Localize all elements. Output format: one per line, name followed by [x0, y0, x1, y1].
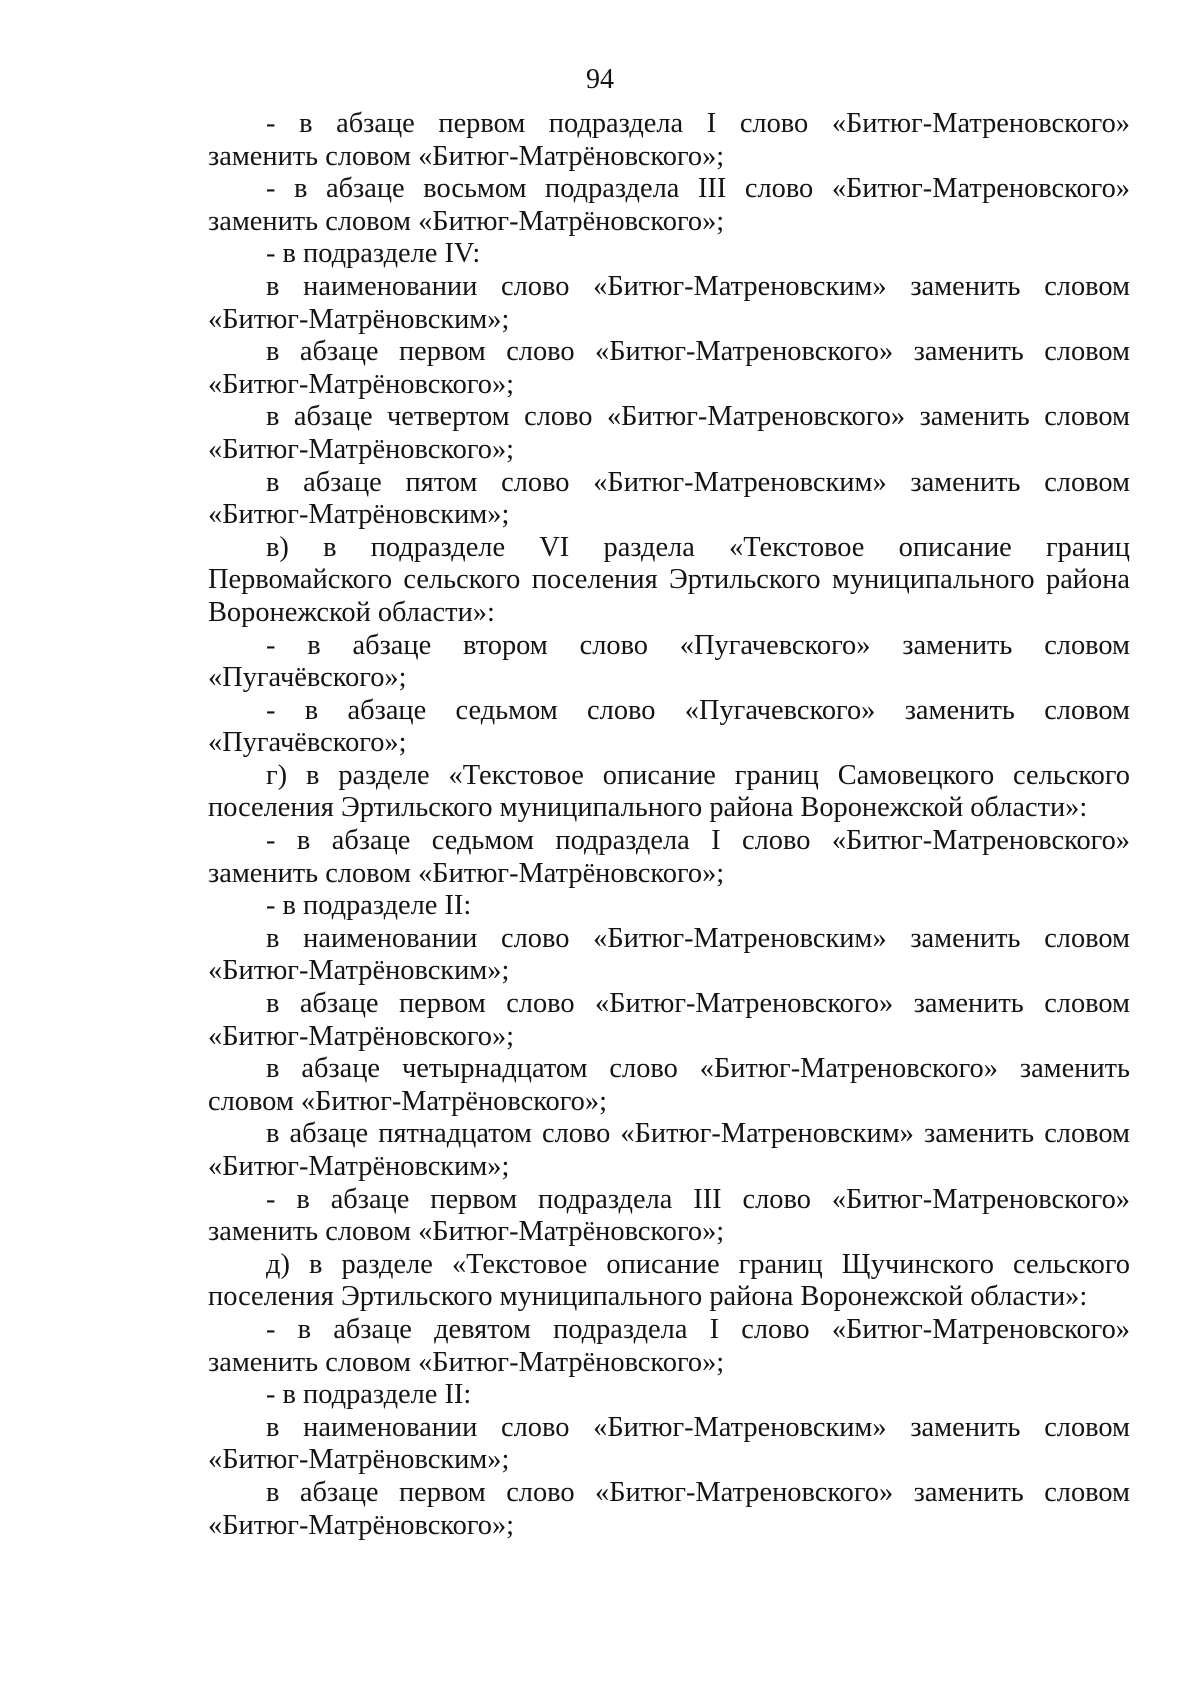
paragraph: в) в подразделе VI раздела «Текстовое описание границ Первомайского сельского поселения Эртильского муниципального района Воронежской области»:: [208, 531, 1130, 628]
paragraph: - в абзаце первом подраздела I слово «Битюг-Матреновского» заменить словом «Битюг-Матрёновского»;: [208, 108, 1130, 172]
paragraph: в абзаце первом слово «Битюг-Матреновского» заменить словом «Битюг-Матрёновского»;: [208, 1476, 1130, 1541]
paragraph: - в подразделе II:: [266, 890, 472, 922]
paragraph: д) в разделе «Текстовое описание границ Щучинского сельского поселения Эртильского муниципального района Воронежской области»:: [208, 1248, 1130, 1313]
paragraph: в абзаце первом слово «Битюг-Матреновского» заменить словом «Битюг-Матрёновского»;: [208, 988, 1130, 1052]
paragraph: - в абзаце втором слово «Пугачевского» заменить словом «Пугачёвского»;: [208, 629, 1130, 694]
paragraph: в абзаце пятнадцатом слово «Битюг-Матреновским» заменить словом «Битюг-Матрёновским»;: [208, 1118, 1130, 1182]
paragraph: - в подразделе II:: [266, 1379, 472, 1411]
paragraph: в абзаце четвертом слово «Битюг-Матреновского» заменить словом «Битюг-Матрёновского»;: [208, 401, 1130, 465]
paragraph: - в подразделе IV:: [266, 238, 481, 270]
page-number: 94: [586, 64, 614, 95]
paragraph: - в абзаце восьмом подраздела III слово «Битюг-Матреновского» заменить словом «Битюг-Матрёновского»;: [208, 173, 1130, 237]
paragraph: - в абзаце седьмом слово «Пугачевского» заменить словом «Пугачёвского»;: [208, 694, 1130, 759]
paragraph: г) в разделе «Текстовое описание границ Самовецкого сельского поселения Эртильского муниципального района Воронежской области»:: [208, 759, 1130, 824]
paragraph: в абзаце четырнадцатом слово «Битюг-Матреновского» заменить словом «Битюг-Матрёновского»;: [208, 1053, 1130, 1117]
paragraph: в наименовании слово «Битюг-Матреновским» заменить словом «Битюг-Матрёновским»;: [208, 270, 1130, 335]
paragraph: в абзаце первом слово «Битюг-Матреновского» заменить словом «Битюг-Матрёновского»;: [208, 336, 1130, 400]
document-body: [208, 108, 1130, 1542]
paragraph: - в абзаце девятом подраздела I слово «Битюг-Матреновского» заменить словом «Битюг-Матрёновского»;: [208, 1313, 1130, 1378]
paragraph: - в абзаце первом подраздела III слово «Битюг-Матреновского» заменить словом «Битюг-Матрёновского»;: [208, 1183, 1130, 1248]
paragraph: - в абзаце седьмом подраздела I слово «Битюг-Матреновского» заменить словом «Битюг-Матрёновского»;: [208, 825, 1130, 889]
paragraph: в наименовании слово «Битюг-Матреновским» заменить словом «Битюг-Матрёновским»;: [208, 922, 1130, 987]
paragraph: в абзаце пятом слово «Битюг-Матреновским» заменить словом «Битюг-Матрёновским»;: [208, 466, 1130, 531]
paragraph: в наименовании слово «Битюг-Матреновским» заменить словом «Битюг-Матрёновским»;: [208, 1411, 1130, 1476]
